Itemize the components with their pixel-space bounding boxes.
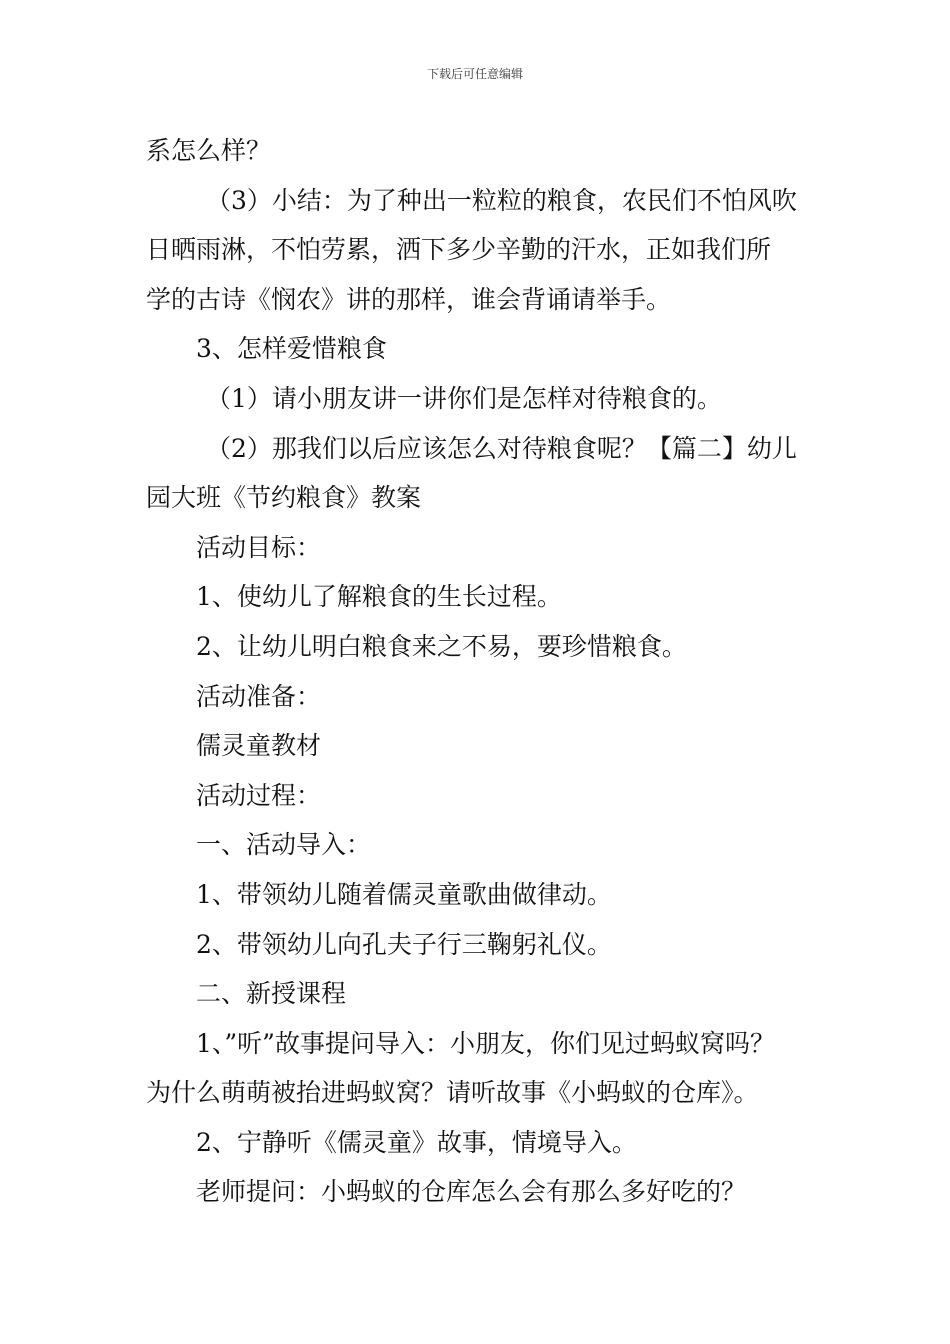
paragraph-line: 1、带领幼儿随着儒灵童歌曲做律动。: [196, 879, 612, 909]
paragraph-line: 2、让幼儿明白粮食来之不易，要珍惜粮食。: [196, 631, 687, 661]
paragraph-line: 为什么萌萌被抬进蚂蚁窝？请听故事《小蚂蚁的仓库》。: [146, 1078, 759, 1108]
paragraph-line: 学的古诗《悯农》讲的那样，谁会背诵请举手。: [146, 284, 672, 314]
paragraph-line: 儒灵童教材: [196, 731, 322, 761]
paragraph-line: 3、怎样爱惜粮食: [196, 334, 387, 364]
page-header: 下载后可任意编辑: [426, 67, 523, 81]
paragraph-line: 2、宁静听《儒灵童》故事，情境导入。: [196, 1127, 637, 1157]
paragraph-line: 系怎么样？: [146, 136, 272, 165]
paragraph-line: 园大班《节约粮食》教案: [146, 483, 422, 513]
paragraph-line: 活动准备：: [196, 681, 322, 711]
paragraph-line: 1、使幼儿了解粮食的生长过程。: [196, 582, 562, 612]
paragraph-line: 1、”听”故事提问导入：小朋友，你们见过蚂蚁窝吗？: [196, 1028, 775, 1058]
paragraph-line: 老师提问：小蚂蚁的仓库怎么会有那么多好吃的？: [196, 1177, 747, 1207]
paragraph-line: 二、新授课程: [196, 979, 347, 1009]
paragraph-line: 活动过程：: [196, 780, 322, 810]
paragraph-line: 2、带领幼儿向孔夫子行三鞠躬礼仪。: [196, 929, 612, 959]
paragraph-line: 一、活动导入：: [196, 830, 372, 860]
paragraph-line: （3）小结：为了种出一粒粒的粮食，农民们不怕风吹: [206, 185, 797, 215]
paragraph-line: 活动目标：: [196, 532, 322, 562]
paragraph-line: （2）那我们以后应该怎么对待粮食呢？【篇二】幼儿: [206, 433, 797, 463]
paragraph-line: （1）请小朋友讲一讲你们是怎样对待粮食的。: [206, 383, 722, 413]
paragraph-line: 日晒雨淋，不怕劳累，洒下多少辛勤的汗水，正如我们所: [146, 235, 772, 265]
document-body: [146, 126, 836, 1217]
